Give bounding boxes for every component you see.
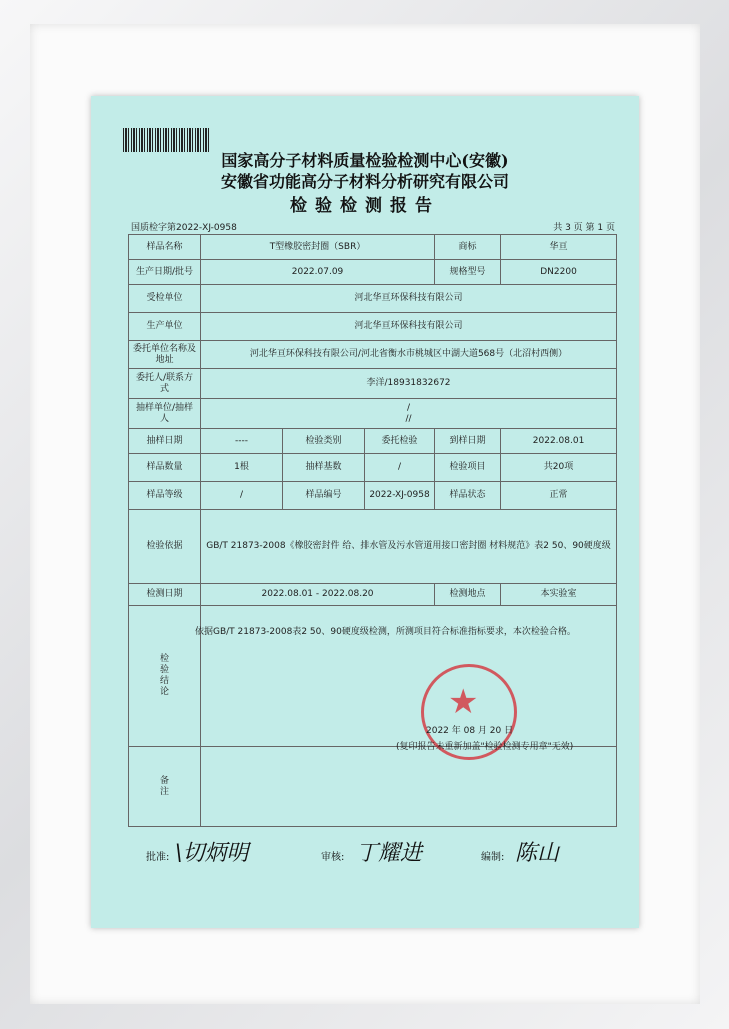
basis-label: 检验依据 [129, 510, 201, 584]
sample-name-label: 样品名称 [129, 235, 201, 260]
sampling-date: ---- [201, 429, 283, 454]
basis: GB/T 21873-2008《橡胶密封件 给、排水管及污水管道用接口密封圈 材料规范》表2 50、90硬度级 [201, 510, 617, 584]
spec: DN2200 [501, 260, 617, 285]
grade: / [201, 482, 283, 510]
quantity: 1根 [201, 454, 283, 482]
approve-label: 批准: [146, 852, 170, 863]
sampling-date-label: 抽样日期 [129, 429, 201, 454]
conclusion-char: 论 [159, 687, 169, 697]
client: 河北华亘环保科技有限公司/河北省衡水市桃城区中湖大道568号（北沼村西侧） [201, 341, 617, 369]
table-row [129, 747, 617, 827]
conclusion-date: 2022 年 08 月 20 日 [426, 726, 514, 736]
doc-number: 国质检字第2022-XJ-0958 [131, 223, 237, 233]
conclusion-text: 依据GB/T 21873-2008表2 50、90硬度级检测，所测项目符合标准指标要求，本次检验合格。 [195, 627, 576, 637]
prod-date: 2022.07.09 [201, 260, 435, 285]
table-row [129, 369, 617, 399]
test-type-label: 检验类别 [283, 429, 365, 454]
grade-label: 样品等级 [129, 482, 201, 510]
producer-label: 生产单位 [129, 313, 201, 341]
sampler-label: 抽样单位/抽样人 [129, 399, 201, 429]
contact-label: 委托人/联系方式 [129, 369, 201, 399]
remarks-char: 备 [159, 775, 169, 786]
quantity-label: 样品数量 [129, 454, 201, 482]
conclusion-char: 验 [159, 665, 169, 675]
table-row [129, 584, 617, 606]
test-date: 2022.08.01 - 2022.08.20 [201, 584, 435, 606]
table-row [129, 285, 617, 313]
test-type: 委托检验 [365, 429, 435, 454]
sampler [201, 399, 617, 429]
entrusted-unit-label: 受检单位 [129, 285, 201, 313]
seal-star-icon: ★ [448, 682, 479, 722]
remarks-label [129, 747, 201, 827]
conclusion-char: 结 [159, 676, 169, 686]
remarks-cell [201, 747, 617, 827]
compile-label: 编制: [481, 852, 505, 863]
copy-note: (复印报告未重新加盖"检验检测专用章"无效) [396, 742, 574, 752]
prod-date-label: 生产日期/批号 [129, 260, 201, 285]
arrival-date: 2022.08.01 [501, 429, 617, 454]
sample-status-label: 样品状态 [435, 482, 501, 510]
test-items: 共20项 [501, 454, 617, 482]
compile-signature: 陈山 [515, 841, 560, 866]
sample-base-label: 抽样基数 [283, 454, 365, 482]
entrusted-unit: 河北华亘环保科技有限公司 [201, 285, 617, 313]
client-label: 委托单位名称及地址 [129, 341, 201, 369]
sampler-line-2: // [405, 413, 412, 424]
table-row [129, 482, 617, 510]
arrival-date-label: 到样日期 [435, 429, 501, 454]
trademark: 华亘 [501, 235, 617, 260]
table-row [129, 399, 617, 429]
sample-status: 正常 [501, 482, 617, 510]
page-info: 共 3 页 第 1 页 [553, 223, 615, 233]
table-row [129, 429, 617, 454]
contact: 李洋/18931832672 [201, 369, 617, 399]
location-label: 检测地点 [435, 584, 501, 606]
org-title-1: 国家高分子材料质量检验检测中心(安徽) [221, 151, 509, 170]
producer: 河北华亘环保科技有限公司 [201, 313, 617, 341]
conclusion-label [129, 606, 201, 747]
sample-no-label: 样品编号 [283, 482, 365, 510]
org-title-2: 安徽省功能高分子材料分析研究有限公司 [220, 172, 509, 191]
test-date-label: 检测日期 [129, 584, 201, 606]
conclusion-char: 检 [159, 654, 169, 664]
test-items-label: 检验项目 [435, 454, 501, 482]
sampler-line-1: / [406, 402, 411, 413]
location: 本实验室 [501, 584, 617, 606]
sample-no: 2022-XJ-0958 [365, 482, 435, 510]
table-row [129, 260, 617, 285]
report-title: 检验检测报告 [290, 196, 440, 216]
table-row [129, 313, 617, 341]
table-row [129, 510, 617, 584]
review-signature: 丁耀进 [356, 841, 423, 866]
test-report-document [91, 96, 639, 928]
table-row [129, 235, 617, 260]
approve-signature: \切炳明 [175, 841, 249, 866]
table-row [129, 341, 617, 369]
table-row [129, 454, 617, 482]
review-label: 审核: [321, 852, 345, 863]
sample-base: / [365, 454, 435, 482]
trademark-label: 商标 [435, 235, 501, 260]
remarks-char: 注 [159, 786, 169, 797]
spec-label: 规格型号 [435, 260, 501, 285]
sample-name: T型橡胶密封圈（SBR） [201, 235, 435, 260]
